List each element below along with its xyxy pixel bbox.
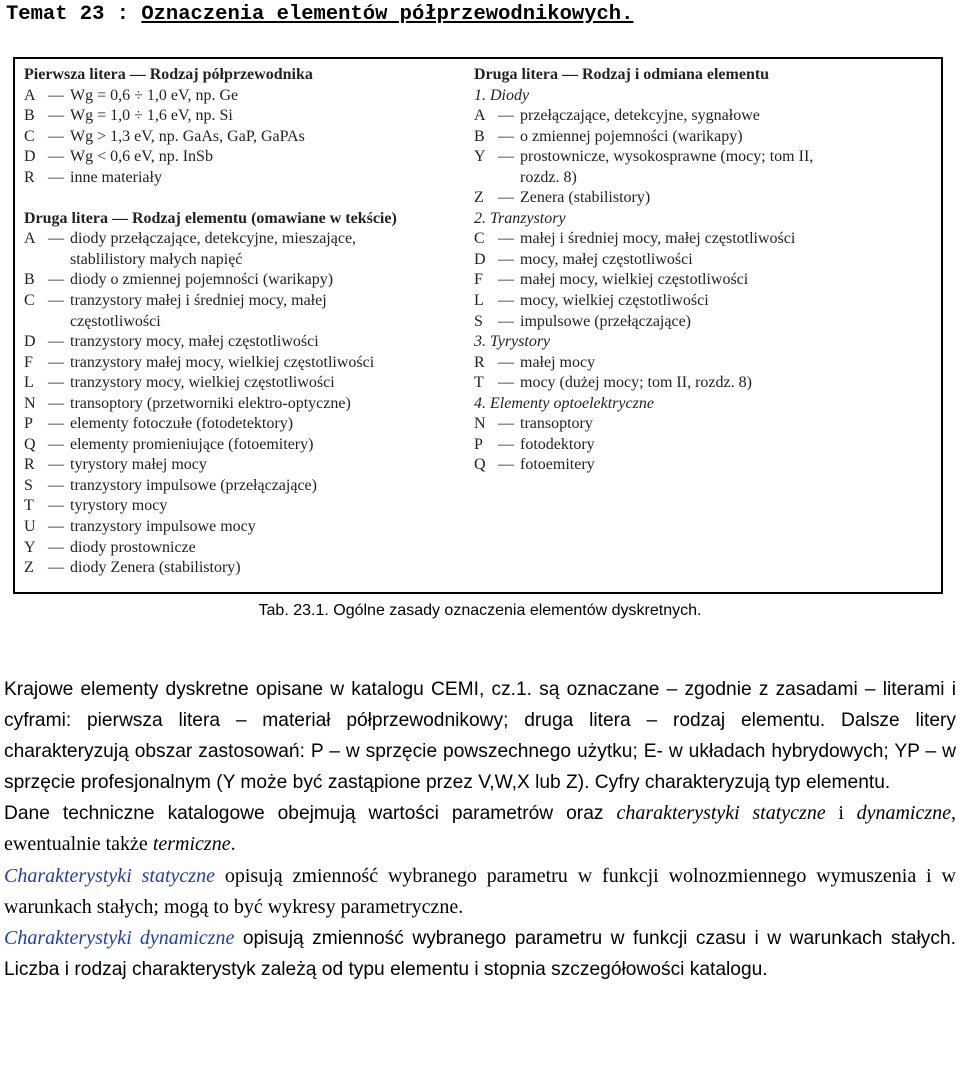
row-letter: C <box>474 230 485 248</box>
row-text: Wg < 0,6 eV, np. InSb <box>70 148 213 166</box>
table-row <box>24 168 464 189</box>
row-letter: C <box>24 292 35 310</box>
row-dash: — <box>498 415 514 433</box>
table-row <box>474 373 934 394</box>
row-dash: — <box>48 538 64 556</box>
row-letter: L <box>24 374 34 392</box>
row-dash: — <box>48 456 64 474</box>
static-characteristics-term: Charakterystyki statyczne <box>4 864 215 887</box>
table-row <box>24 86 464 107</box>
row-letter: N <box>24 394 36 412</box>
body-text <box>4 674 956 985</box>
row-text: tyrystory mocy <box>70 497 168 515</box>
p2-thermal-term: termiczne <box>152 833 231 856</box>
row-text: rozdz. 8) <box>520 168 577 186</box>
table-row <box>474 455 934 476</box>
table-row <box>24 312 464 333</box>
row-text: tranzystory mocy, wielkiej częstotliwości <box>70 374 335 392</box>
row-letter: S <box>474 312 483 330</box>
row-letter: A <box>24 86 36 104</box>
row-dash: — <box>48 374 64 392</box>
row-text: małej mocy, wielkiej częstotliwości <box>520 271 749 289</box>
row-letter: Q <box>24 435 36 453</box>
row-dash: — <box>498 148 514 166</box>
row-text: mocy, wielkiej częstotliwości <box>520 292 709 310</box>
row-dash: — <box>48 476 64 494</box>
row-letter: Y <box>474 148 486 166</box>
designation-table <box>13 57 943 594</box>
row-dash: — <box>48 333 64 351</box>
row-text: diody prostownicze <box>70 538 196 556</box>
table-row <box>24 435 464 456</box>
p2-text-2: , ewentualnie także <box>4 802 956 856</box>
row-text: tranzystory impulsowe mocy <box>70 518 256 536</box>
table-caption: Tab. 23.1. Ogólne zasady oznaczenia elementów dyskretnych. <box>258 602 702 619</box>
title-prefix: Temat 23 : <box>6 3 142 26</box>
p3-text: opisują zmienność wybranego parametru w funkcji wolnozmiennego wymuszenia i w warunkach stałych; mogą to być wykresy parametryczne. <box>4 864 957 918</box>
row-dash: — <box>48 168 64 186</box>
p2-end: . <box>230 833 236 856</box>
table-row <box>24 517 464 538</box>
row-text: częstotliwości <box>70 312 161 330</box>
p2-and: i <box>825 802 857 825</box>
row-letter: B <box>24 271 35 289</box>
row-letter: D <box>24 333 36 351</box>
table-row <box>24 291 464 312</box>
row-letter: Z <box>24 559 34 577</box>
row-text: elementy promieniujące (fotoemitery) <box>70 435 314 453</box>
row-dash: — <box>498 230 514 248</box>
row-text: transoptory (przetworniki elektro-optyczne) <box>70 394 351 412</box>
row-dash: — <box>48 127 64 145</box>
table-row <box>24 250 464 271</box>
row-letter: P <box>24 415 33 433</box>
row-text: inne materiały <box>70 168 162 186</box>
row-text: diody przełączające, detekcyjne, mieszające, <box>70 230 357 248</box>
row-dash: — <box>498 435 514 453</box>
p2-dynamic-term: dynamiczne <box>856 802 951 825</box>
table-row <box>24 455 464 476</box>
paragraph-3 <box>4 861 956 923</box>
row-dash: — <box>498 127 514 145</box>
paragraph-1: Krajowe elementy dyskretne opisane w katalogu CEMI, cz.1. są oznaczane – zgodnie z zasadami – literami i cyframi: pierwsza litera – materiał półprzewodnikowy; druga litera – rodzaj elementu. Dalsze litery charakteryzują obszar zastosowań: P – w sprzęcie powszechnego użytku; E- w układach hybrydowych; YP – w sprzęcie profesjonalnym (Y może być zastąpione przez V,W,X lub Z). Cyfry charakteryzują typ elementu. <box>4 679 956 794</box>
row-text: Wg = 1,0 ÷ 1,6 eV, np. Si <box>70 107 233 125</box>
row-letter: Y <box>24 538 36 556</box>
row-dash: — <box>48 497 64 515</box>
table-row <box>24 476 464 497</box>
row-dash: — <box>498 189 514 207</box>
row-dash: — <box>48 148 64 166</box>
row-dash: — <box>498 250 514 268</box>
row-text: tranzystory mocy, małej częstotliwości <box>70 333 319 351</box>
table-row <box>474 291 934 312</box>
row-text: o zmiennej pojemności (warikapy) <box>520 127 743 145</box>
paragraph-4 <box>4 923 956 985</box>
row-dash: — <box>498 456 514 474</box>
row-dash: — <box>48 230 64 248</box>
table-row <box>24 106 464 127</box>
row-letter: U <box>24 518 36 536</box>
row-text: Wg = 0,6 ÷ 1,0 eV, np. Ge <box>70 86 239 104</box>
p2-static-term: charakterystyki statyczne <box>616 802 826 825</box>
table-row <box>24 332 464 353</box>
table-row <box>24 373 464 394</box>
section-tyrystory: 3. Tyrystory <box>474 333 551 351</box>
row-text: tranzystory małej i średniej mocy, małej <box>70 292 327 310</box>
row-dash: — <box>498 312 514 330</box>
table-row <box>24 496 464 517</box>
table-row <box>24 353 464 374</box>
table-row <box>474 229 934 250</box>
row-dash: — <box>48 435 64 453</box>
row-text: prostownicze, wysokosprawne (mocy; tom II, <box>520 148 814 166</box>
row-dash: — <box>498 353 514 371</box>
table-row <box>24 558 464 579</box>
table-row <box>24 147 464 168</box>
table-row <box>474 435 934 456</box>
row-dash: — <box>498 107 514 125</box>
row-letter: R <box>24 168 35 186</box>
table-row <box>474 353 934 374</box>
row-text: stablilistory małych napięć <box>70 250 243 268</box>
row-letter: N <box>474 415 486 433</box>
row-letter: F <box>474 271 483 289</box>
row-text: tranzystory małej mocy, wielkiej częstotliwości <box>70 353 375 371</box>
row-text: małej i średniej mocy, małej częstotliwości <box>520 230 796 248</box>
row-text: transoptory <box>520 415 593 433</box>
row-letter: B <box>474 127 485 145</box>
row-text: Wg > 1,3 eV, np. GaAs, GaP, GaPAs <box>70 127 305 145</box>
second-letter-heading: Druga litera — Rodzaj elementu (omawiane w tekście) <box>24 209 397 227</box>
p2-text: Dane techniczne katalogowe obejmują wartości parametrów oraz <box>4 803 617 825</box>
row-letter: B <box>24 107 35 125</box>
table-row <box>474 270 934 291</box>
row-text: diody Zenera (stabilistory) <box>70 559 241 577</box>
row-letter: F <box>24 353 33 371</box>
table-row <box>24 270 464 291</box>
row-dash: — <box>48 107 64 125</box>
row-letter: A <box>24 230 36 248</box>
table-row <box>474 414 934 435</box>
table-row <box>474 250 934 271</box>
row-dash: — <box>48 559 64 577</box>
row-dash: — <box>48 292 64 310</box>
row-text: fotoemitery <box>520 456 595 474</box>
spacer <box>24 188 464 209</box>
table-row <box>24 229 464 250</box>
table-row <box>474 168 934 189</box>
row-text: fotodektory <box>520 435 595 453</box>
table-right-column <box>474 65 934 476</box>
row-letter: R <box>474 353 485 371</box>
row-text: tranzystory impulsowe (przełączające) <box>70 476 317 494</box>
row-dash: — <box>498 271 514 289</box>
opto-list <box>474 414 934 476</box>
row-letter: C <box>24 127 35 145</box>
row-text: tyrystory małej mocy <box>70 456 207 474</box>
row-dash: — <box>48 415 64 433</box>
first-letter-heading: Pierwsza litera — Rodzaj półprzewodnika <box>24 66 313 83</box>
tranzystory-list <box>474 229 934 332</box>
row-text: impulsowe (przełączające) <box>520 312 692 330</box>
paragraph-2 <box>4 798 956 860</box>
table-row <box>474 147 934 168</box>
row-letter: T <box>24 497 34 515</box>
table-row <box>474 188 934 209</box>
row-dash: — <box>48 86 64 104</box>
title-topic: Oznaczenia elementów półprzewodnikowych. <box>141 3 634 26</box>
row-text: małej mocy <box>520 353 596 371</box>
row-letter: T <box>474 374 484 392</box>
diody-list <box>474 106 934 209</box>
row-letter: S <box>24 476 33 494</box>
second-letter-list <box>24 229 464 578</box>
row-letter: L <box>474 292 484 310</box>
row-letter: D <box>24 148 36 166</box>
row-letter: Q <box>474 456 486 474</box>
section-opto: 4. Elementy optoelektryczne <box>474 394 654 412</box>
row-text: diody o zmiennej pojemności (warikapy) <box>70 271 334 289</box>
row-dash: — <box>498 374 514 392</box>
row-text: mocy (dużej mocy; tom II, rozdz. 8) <box>520 374 752 392</box>
row-letter: D <box>474 250 486 268</box>
row-text: elementy fotoczułe (fotodetektory) <box>70 415 294 433</box>
table-row <box>24 127 464 148</box>
first-letter-list <box>24 86 464 189</box>
row-dash: — <box>498 292 514 310</box>
tyrystory-list <box>474 353 934 394</box>
row-text: przełączające, detekcyjne, sygnałowe <box>520 107 760 125</box>
table-row <box>24 538 464 559</box>
row-dash: — <box>48 518 64 536</box>
table-row <box>474 127 934 148</box>
row-text: Zenera (stabilistory) <box>520 189 651 207</box>
table-row <box>24 414 464 435</box>
row-letter: A <box>474 107 486 125</box>
section-tranzystory: 2. Tranzystory <box>474 209 566 227</box>
table-row <box>24 394 464 415</box>
row-text: mocy, małej częstotliwości <box>520 250 693 268</box>
page-title <box>6 2 633 28</box>
table-row <box>474 106 934 127</box>
row-dash: — <box>48 394 64 412</box>
variant-heading: Druga litera — Rodzaj i odmiana elementu <box>474 66 770 83</box>
table-left-column <box>24 65 464 579</box>
dynamic-characteristics-term: Charakterystyki dynamiczne <box>4 926 235 949</box>
row-letter: R <box>24 456 35 474</box>
row-dash: — <box>48 271 64 289</box>
p4-text: opisują zmienność wybranego parametru w funkcji czasu i w warunkach stałych. Liczba i rodzaj charakterystyk zależą od typu elementu i stopnia szczegółowości katalogu. <box>4 927 956 980</box>
row-letter: P <box>474 435 483 453</box>
row-letter: Z <box>474 189 484 207</box>
table-row <box>474 312 934 333</box>
row-dash: — <box>48 353 64 371</box>
section-diody: 1. Diody <box>474 86 530 104</box>
